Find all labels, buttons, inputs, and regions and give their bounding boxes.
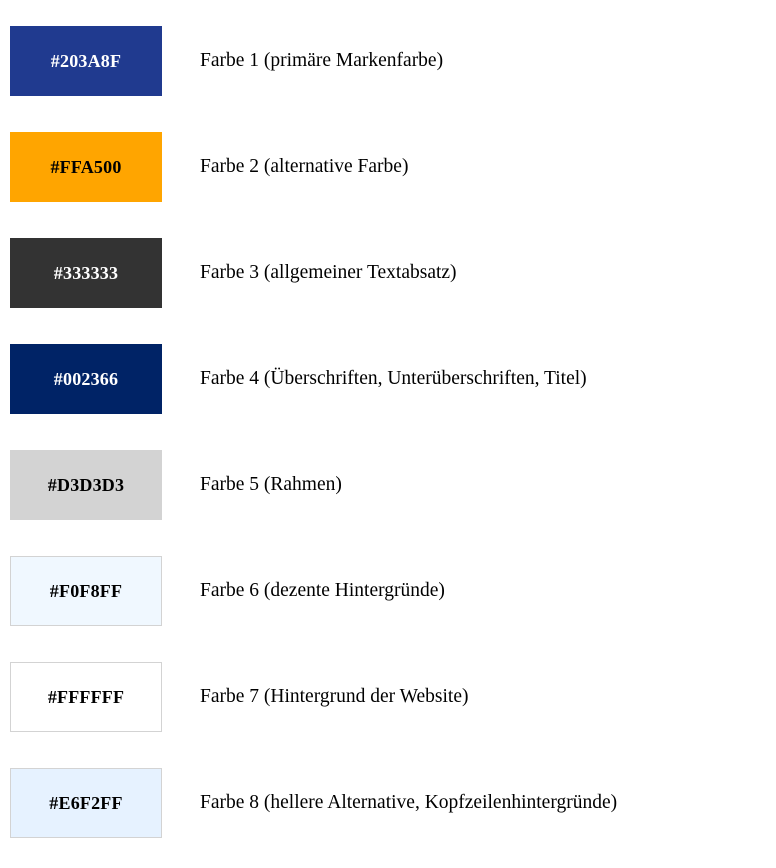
color-hex-label: #D3D3D3 <box>47 474 125 495</box>
color-description: Farbe 1 (primäre Markenfarbe) <box>200 50 444 72</box>
color-row <box>0 644 776 750</box>
color-swatch <box>10 132 162 202</box>
color-swatch <box>10 238 162 308</box>
color-hex-label: #203A8F <box>50 50 122 71</box>
color-description: Farbe 3 (allgemeiner Textabsatz) <box>200 262 457 284</box>
color-row <box>0 750 776 856</box>
color-description: Farbe 4 (Überschriften, Unterüberschriften, Titel) <box>200 368 587 390</box>
color-swatch <box>10 450 162 520</box>
color-row <box>0 538 776 644</box>
color-hex-label: #333333 <box>53 262 119 283</box>
color-swatch <box>10 768 162 838</box>
color-hex-label: #F0F8FF <box>49 580 123 601</box>
color-description: Farbe 6 (dezente Hintergründe) <box>200 580 445 602</box>
color-row <box>0 326 776 432</box>
color-hex-label: #002366 <box>53 368 119 389</box>
color-swatch <box>10 556 162 626</box>
color-row <box>0 114 776 220</box>
color-hex-label: #FFA500 <box>50 156 122 177</box>
color-swatch <box>10 344 162 414</box>
color-description: Farbe 8 (hellere Alternative, Kopfzeilenhintergründe) <box>200 792 618 814</box>
color-description: Farbe 7 (Hintergrund der Website) <box>200 686 469 708</box>
color-swatch <box>10 26 162 96</box>
color-hex-label: #E6F2FF <box>49 792 123 813</box>
color-row <box>0 220 776 326</box>
color-row <box>0 432 776 538</box>
color-hex-label: #FFFFFF <box>47 686 125 707</box>
color-description: Farbe 2 (alternative Farbe) <box>200 156 409 178</box>
color-description: Farbe 5 (Rahmen) <box>200 474 342 496</box>
color-swatch <box>10 662 162 732</box>
color-row <box>0 8 776 114</box>
